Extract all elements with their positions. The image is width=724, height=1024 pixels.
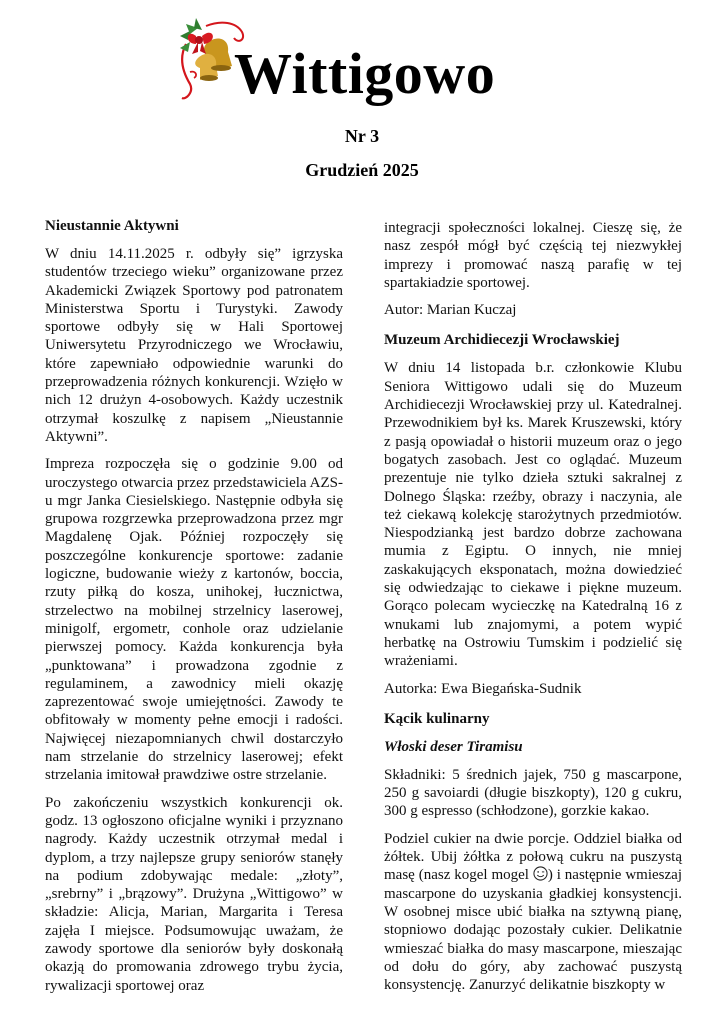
recipe-title: Włoski deser Tiramisu xyxy=(384,738,523,755)
article-paragraph: W dniu 14.11.2025 r. odbyły się” igrzyska studentów trzeciego wieku” organizowane przez Akademicki Związek Sportowy pod patronatem Ministerstwa Sportu i Turystyki. Zawody sportowe odbyły się w Hali Sportowej Uniwersytetu Przyrodniczego we Wrocławiu, które zapewniało odpowiednie warunki do przeprowadzenia różnych konkurencji. Wzięło w nich 12 drużyn 4-osobowych. Każdy uczestnik otrzymał koszulkę z napisem „Nieustannie Aktywni”. xyxy=(45,246,343,445)
recipe-method xyxy=(384,830,682,995)
left-column xyxy=(45,217,343,1004)
article-author: Autor: Marian Kuczaj xyxy=(384,302,517,319)
article-author: Autorka: Ewa Biegańska-Sudnik xyxy=(384,680,582,697)
right-column xyxy=(384,219,682,1003)
masthead xyxy=(0,0,724,200)
article-heading-museum: Muzeum Archidiecezji Wrocławskiej xyxy=(384,332,620,349)
recipe-ingredients: Składniki: 5 średnich jajek, 750 g mascarpone, 250 g savoiardi (długie biszkopty), 120 g cukru, 300 g espresso (schłodzone), gorzkie kakao. xyxy=(384,766,682,820)
recipe-method-text: Podziel cukier na dwie porcje. Oddziel białka od żółtek. Ubij żółtka z połową cukru na puszystą masę (nasz kogel mogel xyxy=(384,830,682,884)
issue-date: Grudzień 2025 xyxy=(305,160,419,180)
article-paragraph: Impreza rozpoczęła się o godzinie 9.00 od uroczystego otwarcia przez przedstawiciela AZS-u mgr Janka Ciesielskiego. Następnie odbyła się grupowa rozgrzewka przeprowadzona przez mgr Magdalenę Ojak. Później rozpoczęły się poszczególne konkurencje sportowe: zadanie logiczne, budowanie wieży z kartonów, boccia, rzuty piłką do kosza, unihokej, łucznictwa, strzelectwo na mobilnej strzelnicy laserowej, minigolf, ergometr, conhole oraz udzielanie pierwszej pomocy. Każda konkurencja była „punktowana” i prowadzona zgodnie z regulaminem, a zawodnicy mieli okazję zaprezentować swoje umiejętności. Zawody te obfitowały w momenty pełne emocji i radości. Najwięcej niezapomnianych chwil dostarczyło nam strzelanie do strzelnicy laserowej; efekt strzelania imitował prawdziwe ostre strzelanie. xyxy=(45,456,343,784)
article-heading-culinary: Kącik kulinarny xyxy=(384,710,490,727)
article-paragraph: W dniu 14 listopada b.r. członkowie Klubu Seniora Wittigowo udali się do Muzeum Archidiecezji Wrocławskiej przy ul. Katedralnej. Przewodnikiem był ks. Marek Kruszewski, który z pasją opowiadał o historii muzeum oraz o jego bogatych zasobach. Jest co oglądać. Muzeum prezentuje nie tylko dzieła sztuki sakralnej z Dolnego Śląska: rzeźby, obrazy i naczynia, ale też ciekawą kolekcję starożytnych przedmiotów. Niespodzianką jest bardzo dobrze zachowana mumia z Egiptu. O innych, nie mniej zaskakujących eksponatach, można dowiedzieć się odwiedzając to ciekawe i piękne muzeum. Gorąco polecam wycieczkę na Katedralną 16 z wnukami lub znajomymi, a potem wypić herbatkę na Ostrowiu Tumskim i podzielić się wrażeniami. xyxy=(384,360,682,670)
article-paragraph: Po zakończeniu wszystkich konkurencji ok. godz. 13 ogłoszono oficjalne wyniki i przyznano nagrody. Każdy uczestnik otrzymał medal i dyplom, a trzy najlepsze grupy seniorów stanęły na podium zdobywając medale: „złoty”, „srebrny” i „brązowy”. Drużyna „Wittigowo” w składzie: Alicja, Marian, Margarita i Teresa zajęła I miejsce. Podsumowując uważam, że zawody sportowe dla seniorów były doskonałą okazją do promowania zdrowego trybu życia, rywalizacji sportowej oraz xyxy=(45,794,343,994)
winking-face-icon xyxy=(533,866,548,881)
article-heading-sports: Nieustannie Aktywni xyxy=(45,218,179,234)
article-paragraph-continued: integracji społeczności lokalnej. Cieszę się, że nasz zespół mógł być częścią tej niezwykłej imprezy i promować naszą parafię w tej spartakiadzie sportowej. xyxy=(384,220,682,291)
newsletter-title: Wittigowo xyxy=(234,41,496,106)
recipe-method-text: ) i następnie wmieszaj mascarpone do uzyskania gładkiej konsystencji. W osobnej misce ubić białka na sztywną pianę, stopniowo dodając pozostały cukier. Delikatnie wmieszać białka do masy mascarpone, mieszając od dołu do góry, aby zachować puszystą konsystencję. Zanurzyć delikatnie biszkopty w xyxy=(384,867,682,994)
issue-number: Nr 3 xyxy=(344,126,380,146)
